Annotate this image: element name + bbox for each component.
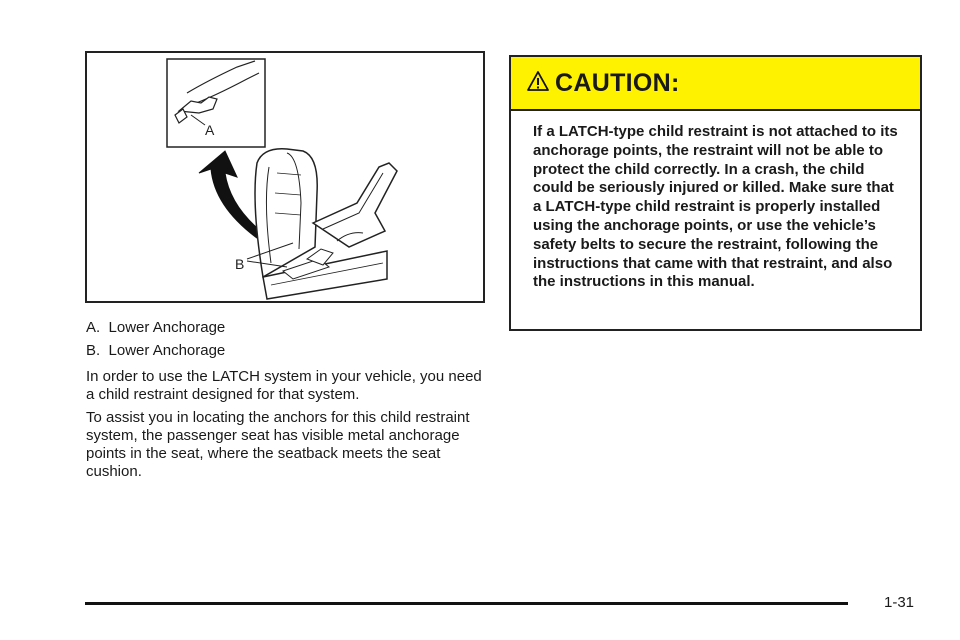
caption-b — [86, 342, 225, 360]
seat-drawing — [87, 53, 483, 301]
footer-rule — [85, 602, 848, 605]
caption-a — [86, 319, 225, 337]
inset-label-a: A — [205, 122, 215, 138]
caution-title: CAUTION: — [555, 68, 680, 97]
caption-a-text: Lower Anchorage — [108, 319, 226, 336]
child-seat-illustration — [85, 51, 485, 303]
caution-header — [511, 57, 920, 111]
caption-b-text: Lower Anchorage — [108, 342, 226, 359]
paragraph-anchor-location: To assist you in locating the anchors for this child restraint system, the passenger seat has visible metal anchorage points in the seat, where the seatback meets the seat cushion. — [86, 409, 470, 480]
caution-text: If a LATCH-type child restraint is not attached to its anchorage points, the restraint will not be able to protect the child correctly. In a crash, the child could be seriously injured or killed. Make sure that a LATCH-type child restraint is properly installed using the anchorage points, or use the vehicle’s safety belts to secure the restraint, following the instructions that came with that restraint, and also the instructions in this manual. — [533, 123, 898, 291]
page-number: 1-31 — [884, 594, 915, 611]
paragraph-latch-system: In order to use the LATCH system in your vehicle, you need a child restraint designed for that system. — [86, 368, 482, 403]
caution-box — [509, 55, 922, 331]
caption-b-letter: B. — [86, 342, 101, 359]
caption-a-letter: A. — [86, 319, 101, 336]
child-seat-shell — [313, 163, 397, 247]
warning-triangle-icon — [527, 70, 549, 92]
seat-label-b: B — [235, 256, 245, 272]
